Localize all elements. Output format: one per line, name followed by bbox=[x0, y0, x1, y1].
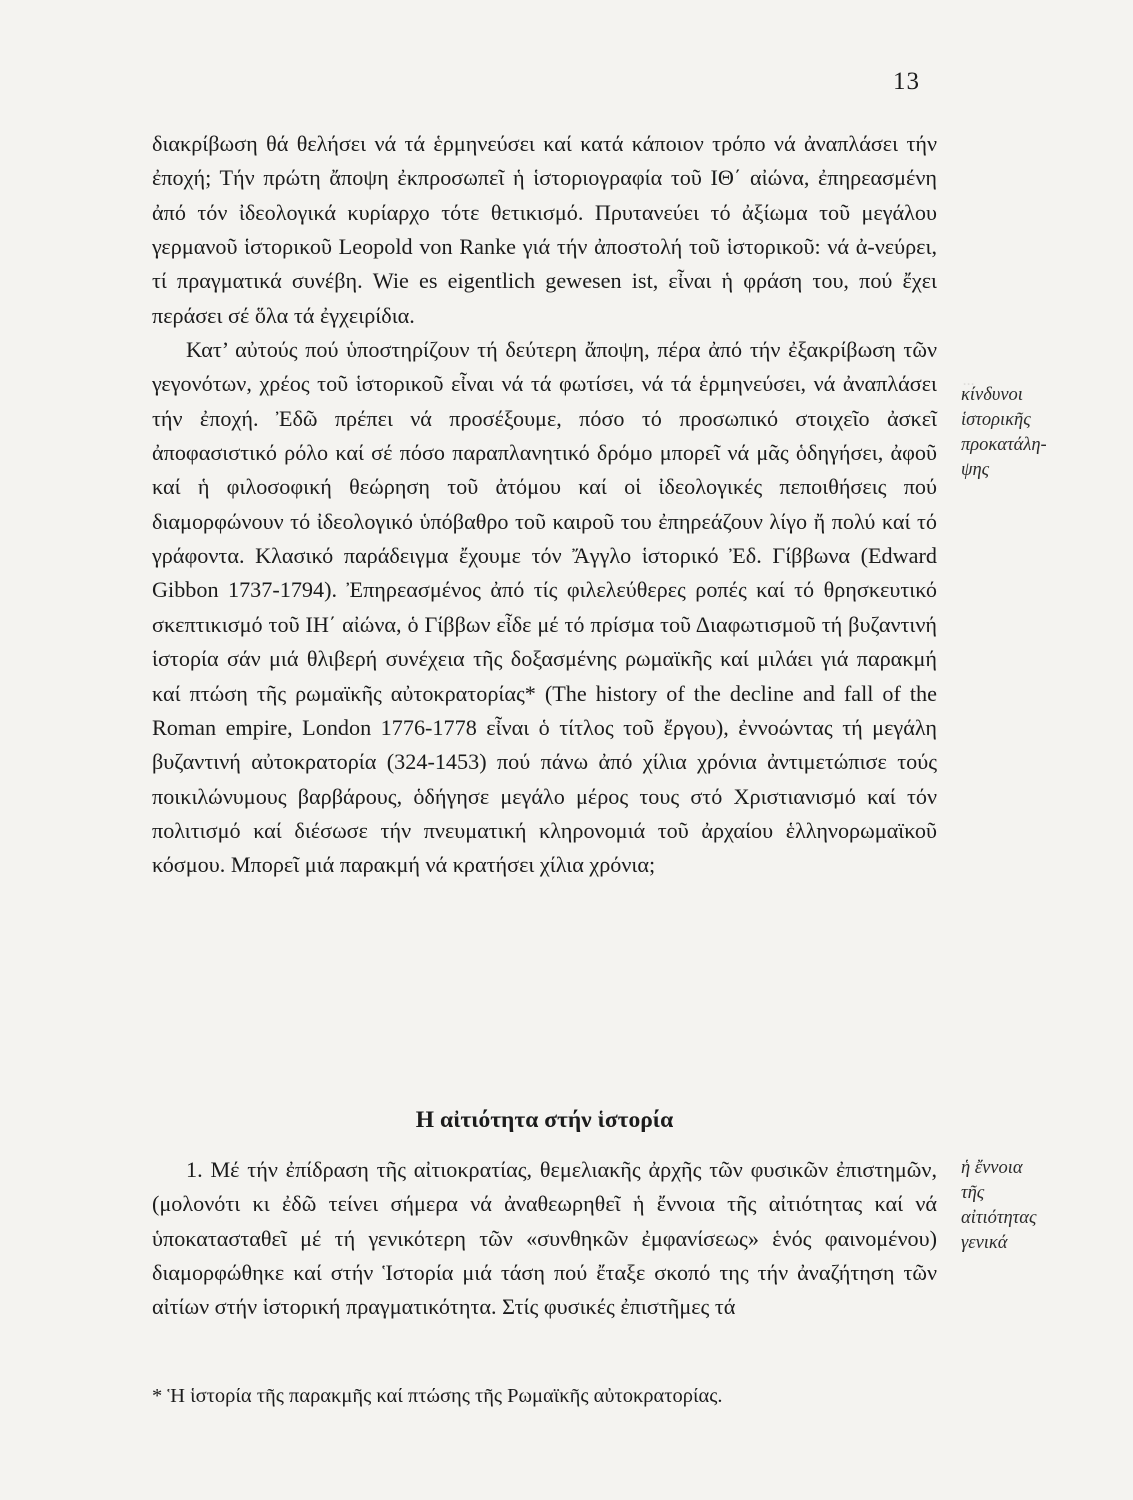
bleed-through-text: ... bbox=[963, 372, 975, 389]
margin-note-line: προκατάλη- bbox=[961, 435, 1047, 455]
margin-note-line: ἱστορικῆς bbox=[961, 410, 1031, 430]
margin-note-historian-bias bbox=[961, 383, 1121, 483]
page-number: 13 bbox=[893, 68, 920, 95]
margin-note-line: ψης bbox=[961, 460, 990, 480]
margin-note-line: γενικά bbox=[961, 1233, 1008, 1253]
footnote: * Ἡ ἱστορία τῆς παρακμῆς καί πτώσης τῆς Ρωμαϊκῆς αὐτοκρατορίας. bbox=[152, 1385, 723, 1407]
margin-note-line: τῆς bbox=[961, 1183, 985, 1203]
margin-note-causality bbox=[961, 1156, 1121, 1256]
paragraph-3: 1. Μέ τήν ἐπίδραση τῆς αἰτιοκρατίας, θεμελιακῆς ἀρχῆς τῶν φυσικῶν ἐπιστημῶν, (μολονότι κι ἐδῶ τείνει σήμερα νά ἀναθεωρηθεῖ ἡ ἔννοια τῆς αἰτιότητας καί νά ὑποκατασταθεῖ μέ τή γενικότερη τῶν «συνθηκῶν ἐμφανίσεως» ἑνός φαινομένου) διαμορφώθηκε καί στήν Ἱστορία μιά τάση πού ἔταξε σκοπό της τήν ἀναζήτηση τῶν αἰτίων στήν ἱστορική πραγματικότητα. Στίς φυσικές ἐπιστῆμες τά bbox=[152, 1157, 937, 1320]
paragraph-1: διακρίβωση θά θελήσει νά τά ἑρμηνεύσει καί κατά κάποιον τρόπο νά ἀναπλάσει τήν ἐποχή; Τήν πρώτη ἄποψη ἐκπροσωπεῖ ἡ ἱστοριογραφία τοῦ ΙΘ΄ αἰώνα, ἐπηρεασμένη ἀπό τόν ἰδεολογικά κυρίαρχο τότε θετικισμό. Πρυτανεύει τό ἀξίωμα τοῦ μεγάλου γερμανοῦ ἱστορικοῦ Leopold von Ranke γιά τήν ἀποστολή τοῦ ἱστορικοῦ: νά ἀ-νεύρει, τί πραγματικά συνέβη. Wie es eigentlich gewesen ist, εἶναι ἡ φράση του, πού ἔχει περάσει σέ ὅλα τά ἐγχειρίδια. bbox=[152, 131, 937, 328]
margin-note-line: ἡ ἔννοια bbox=[961, 1158, 1023, 1178]
section-heading: Η αἰτιότητα στήν ἱστορία bbox=[415, 1107, 674, 1133]
margin-note-line: αἰτιότητας bbox=[961, 1208, 1037, 1228]
paragraph-2: Κατ’ αὐτούς πού ὑποστηρίζουν τή δεύτερη ἄποψη, πέρα ἀπό τήν ἐξακρίβωση τῶν γεγονότων, χρέος τοῦ ἱστορικοῦ εἶναι νά τά φωτίσει, νά τά ἑρμηνεύσει, νά ἀναπλάσει τήν ἐποχή. Ἐδῶ πρέπει νά προσέξουμε, πόσο τό προσωπικό στοιχεῖο ἀσκεῖ ἀποφασιστικό ρόλο καί σέ πόσο παραπλανητικό δρόμο μπορεῖ νά μᾶς ὁδηγήσει, ἀφοῦ καί ἡ φιλοσοφική θεώρηση τοῦ ἀτόμου καί οἱ ἰδεολογικές πεποιθήσεις πού διαμορφώνουν τό ἰδεολογικό ὑπόβαθρο τοῦ καιροῦ του ἐπηρεάζουν λίγο ἤ πολύ καί τό γράφοντα. Κλασικό παράδειγμα ἔχουμε τόν Ἄγγλο ἱστορικό Ἐδ. Γίββωνα (Edward Gibbon 1737-1794). Ἐπηρεασμένος ἀπό τίς φιλελεύθερες ροπές καί τό θρησκευτικό σκεπτικισμό τοῦ ΙΗ΄ αἰώνα, ὁ Γίββων εἶδε μέ τό πρίσμα τοῦ Διαφωτισμοῦ τή βυζαντινή ἱστορία σάν μιά θλιβερή συνέχεια τῆς δοξασμένης ρωμαϊκῆς καί μιλάει γιά παρακμή καί πτώση τῆς ρωμαϊκῆς αὐτοκρατορίας* (The history of the decline and fall of the Roman empire, London 1776-1778 εἶναι ὁ τίτλος τοῦ ἔργου), ἐννοώντας τή μεγάλη βυζαντινή αὐτοκρατορία (324-1453) πού πάνω ἀπό χίλια χρόνια ἀντιμετώπισε τούς ποικιλώνυμους βαρβάρους, ὁδήγησε μεγάλο μέρος τους στό Χριστιανισμό καί τόν πολιτισμό καί διέσωσε τήν πνευματική κληρονομιά τοῦ ἀρχαίου ἑλληνορωμαϊκοῦ κόσμου. Μπορεῖ μιά παρακμή νά κρατήσει χίλια χρόνια; bbox=[152, 337, 937, 878]
margin-note-line: κίνδυνοι bbox=[961, 385, 1023, 405]
main-text-block-1 bbox=[152, 127, 937, 883]
main-text-block-2 bbox=[152, 1153, 937, 1325]
